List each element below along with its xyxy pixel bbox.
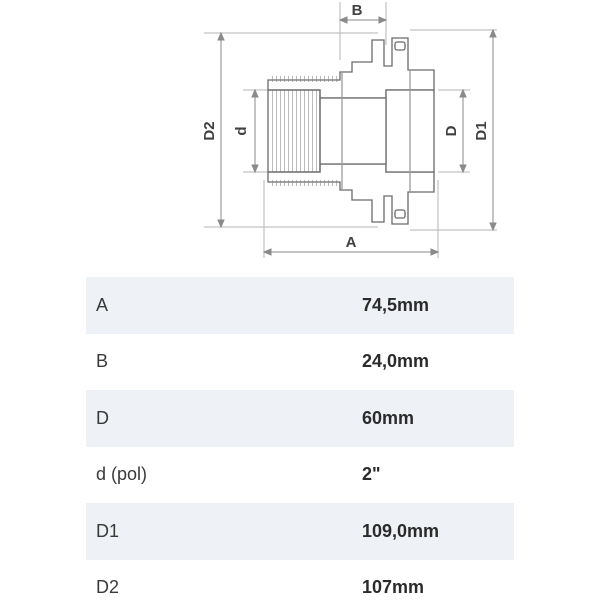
spec-row-d [86, 390, 514, 447]
dim-label-d: D [443, 125, 460, 137]
spec-label: D1 [96, 520, 120, 541]
spec-row-d2 [86, 560, 514, 600]
spec-label: A [96, 294, 109, 315]
technical-drawing [0, 0, 600, 270]
dim-label-a: A [345, 234, 357, 251]
spec-label: B [96, 351, 109, 372]
spec-value: 74,5mm [362, 294, 430, 315]
spec-row-d1 [86, 503, 514, 560]
fitting-body [268, 38, 434, 224]
fitting-cross-section [0, 0, 600, 270]
spec-row-a [86, 277, 514, 334]
spec-label: D2 [96, 577, 120, 598]
spec-value: 109,0mm [362, 520, 440, 541]
spec-value: 24,0mm [362, 351, 430, 372]
spec-table [86, 277, 514, 600]
spec-value: 107mm [362, 577, 425, 598]
dim-label-d2: D2 [201, 121, 218, 141]
dim-label-b: B [351, 2, 363, 19]
spec-label: d (pol) [96, 464, 148, 485]
spec-value: 60mm [362, 407, 415, 428]
spec-row-d-pol [86, 447, 514, 504]
spec-row-b [86, 334, 514, 391]
dim-label-small-d: d [233, 126, 250, 136]
dim-label-d1: D1 [473, 121, 490, 141]
spec-label: D [96, 407, 109, 428]
spec-value: 2" [362, 464, 381, 485]
